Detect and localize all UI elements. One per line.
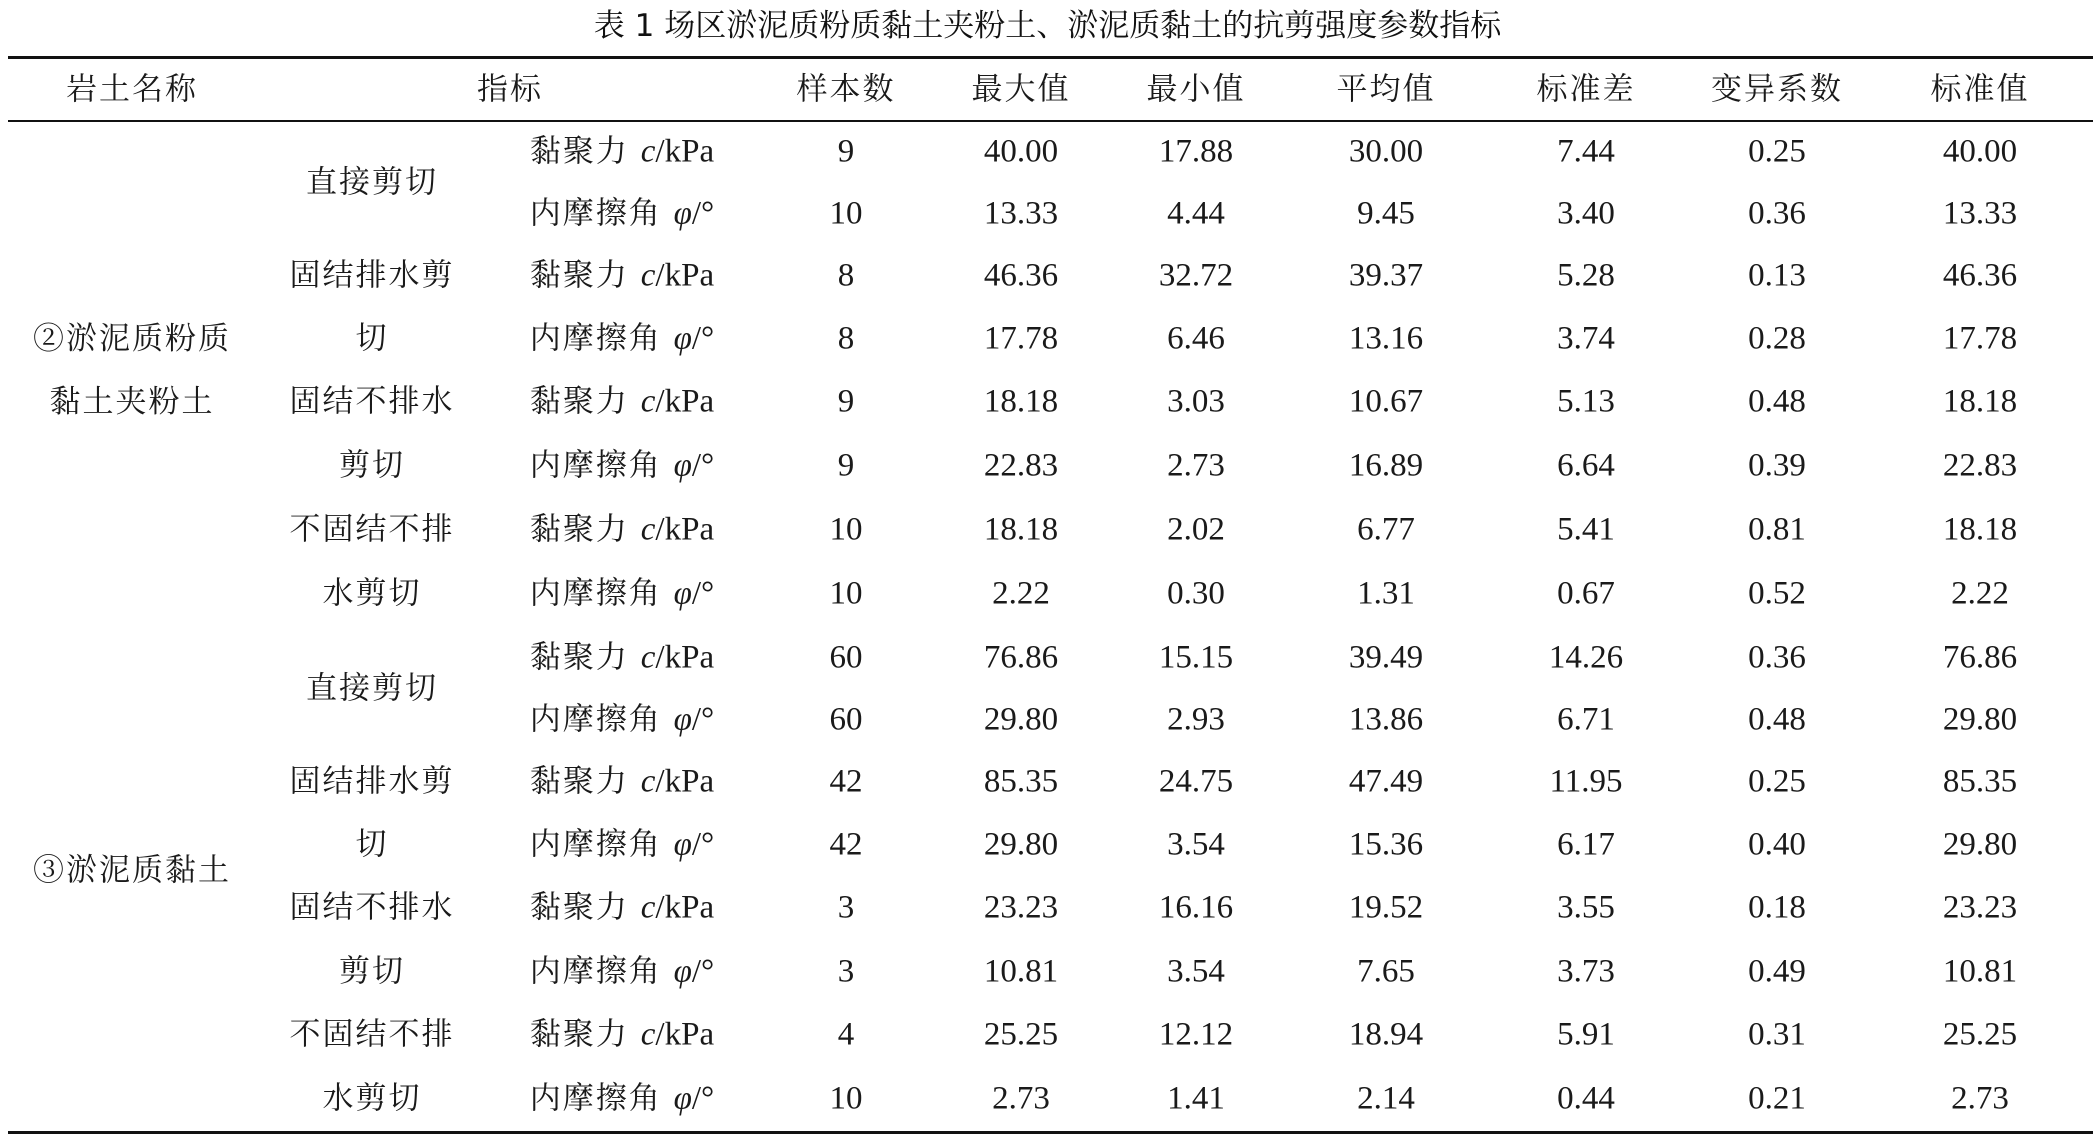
std-value: 0.67 [1557,575,1615,612]
header-rule [8,120,2093,122]
sample-count: 60 [829,639,863,676]
standard-value: 46.36 [1942,257,2018,294]
sample-count: 10 [829,195,863,232]
max-value: 76.86 [983,639,1059,676]
standard-value: 29.80 [1942,701,2018,738]
min-value: 3.03 [1167,383,1225,420]
header-min: 最小值 [1146,71,1246,108]
std-value: 6.17 [1557,826,1615,863]
soil-name-line: ③淤泥质黏土 [33,852,231,889]
test-type-label: 剪切 [339,953,405,990]
std-value: 14.26 [1548,639,1624,676]
indicator-name: 内摩擦角 [529,320,674,357]
indicator-symbol: c [640,511,656,548]
mean-value: 13.16 [1348,320,1424,357]
test-type-label: 剪切 [339,447,405,484]
sample-count: 42 [829,826,863,863]
std-value: 5.28 [1557,257,1615,294]
sample-count: 10 [829,575,863,612]
cv-value: 0.36 [1748,639,1806,676]
min-value: 24.75 [1158,763,1234,800]
min-value: 12.12 [1158,1016,1234,1053]
indicator-unit: /° [691,447,715,484]
cv-value: 0.81 [1748,511,1806,548]
indicator-unit: /° [691,953,715,990]
indicator-symbol: φ [673,826,692,863]
indicator-symbol: c [640,383,656,420]
indicator-friction-angle [529,195,715,232]
soil-name-line: ②淤泥质粉质 [33,320,231,357]
indicator-symbol: φ [673,701,692,738]
sample-count: 10 [829,1080,863,1117]
cv-value: 0.31 [1748,1016,1806,1053]
min-value: 2.93 [1167,701,1225,738]
max-value: 22.83 [983,447,1059,484]
cv-value: 0.18 [1748,889,1806,926]
indicator-cohesion [529,133,715,170]
test-type-label: 水剪切 [322,575,422,612]
test-type-label: 切 [355,826,389,863]
sample-count: 9 [837,447,855,484]
standard-value: 17.78 [1942,320,2018,357]
indicator-name: 内摩擦角 [529,701,674,738]
indicator-unit: /kPa [655,511,715,548]
indicator-name: 内摩擦角 [529,447,674,484]
mean-value: 7.65 [1357,953,1415,990]
standard-value: 18.18 [1942,511,2018,548]
indicator-cohesion [529,1016,715,1053]
indicator-cohesion [529,257,715,294]
test-type-label: 固结排水剪 [289,257,455,294]
indicator-name: 黏聚力 [529,1016,641,1053]
header-indicator: 指标 [477,71,543,108]
max-value: 40.00 [983,133,1059,170]
indicator-unit: /kPa [655,889,715,926]
indicator-friction-angle [529,701,715,738]
std-value: 11.95 [1549,763,1623,800]
sample-count: 8 [837,320,855,357]
indicator-name: 内摩擦角 [529,575,674,612]
indicator-friction-angle [529,575,715,612]
header-sample-count: 样本数 [796,71,896,108]
max-value: 10.81 [983,953,1059,990]
sample-count: 42 [829,763,863,800]
cv-value: 0.49 [1748,953,1806,990]
indicator-name: 内摩擦角 [529,953,674,990]
sample-count: 60 [829,701,863,738]
min-value: 2.02 [1167,511,1225,548]
indicator-name: 黏聚力 [529,763,641,800]
mean-value: 2.14 [1357,1080,1415,1117]
sample-count: 10 [829,511,863,548]
indicator-unit: /° [691,195,715,232]
min-value: 17.88 [1158,133,1234,170]
soil-name-cell [33,308,231,434]
indicator-symbol: φ [673,320,692,357]
cv-value: 0.48 [1748,383,1806,420]
indicator-name: 黏聚力 [529,383,641,420]
sample-count: 4 [837,1016,855,1053]
min-value: 16.16 [1158,889,1234,926]
cv-value: 0.48 [1748,701,1806,738]
test-type-label: 水剪切 [322,1080,422,1117]
indicator-name: 内摩擦角 [529,1080,674,1117]
max-value: 13.33 [983,195,1059,232]
indicator-unit: /kPa [655,257,715,294]
indicator-symbol: φ [673,953,692,990]
min-value: 32.72 [1158,257,1234,294]
min-value: 1.41 [1167,1080,1225,1117]
cv-value: 0.28 [1748,320,1806,357]
indicator-friction-angle [529,826,715,863]
max-value: 17.78 [983,320,1059,357]
min-value: 15.15 [1158,639,1234,676]
indicator-name: 黏聚力 [529,133,641,170]
standard-value: 40.00 [1942,133,2018,170]
header-std: 标准差 [1536,71,1636,108]
min-value: 3.54 [1167,826,1225,863]
indicator-symbol: c [640,1016,656,1053]
indicator-symbol: φ [673,195,692,232]
cv-value: 0.13 [1748,257,1806,294]
cv-value: 0.25 [1748,133,1806,170]
indicator-symbol: c [640,763,656,800]
indicator-symbol: φ [673,1080,692,1117]
std-value: 5.13 [1557,383,1615,420]
cv-value: 0.36 [1748,195,1806,232]
indicator-name: 黏聚力 [529,639,641,676]
mean-value: 18.94 [1348,1016,1424,1053]
max-value: 2.73 [992,1080,1050,1117]
mean-value: 19.52 [1348,889,1424,926]
header-mean: 平均值 [1336,71,1436,108]
indicator-symbol: φ [673,447,692,484]
max-value: 25.25 [983,1016,1059,1053]
test-type-label: 不固结不排 [289,1016,455,1053]
indicator-name: 黏聚力 [529,511,641,548]
std-value: 3.73 [1557,953,1615,990]
standard-value: 2.73 [1951,1080,2009,1117]
indicator-name: 黏聚力 [529,257,641,294]
mean-value: 9.45 [1357,195,1415,232]
min-value: 4.44 [1167,195,1225,232]
indicator-unit: /° [691,701,715,738]
indicator-symbol: c [640,889,656,926]
indicator-unit: /kPa [655,1016,715,1053]
cv-value: 0.52 [1748,575,1806,612]
max-value: 23.23 [983,889,1059,926]
indicator-unit: /kPa [655,639,715,676]
std-value: 0.44 [1557,1080,1615,1117]
mean-value: 10.67 [1348,383,1424,420]
cv-value: 0.21 [1748,1080,1806,1117]
indicator-symbol: c [640,257,656,294]
standard-value: 18.18 [1942,383,2018,420]
sample-count: 8 [837,257,855,294]
mean-value: 16.89 [1348,447,1424,484]
header-soil-name: 岩土名称 [66,71,198,108]
std-value: 6.71 [1557,701,1615,738]
mean-value: 1.31 [1357,575,1415,612]
sample-count: 3 [837,889,855,926]
indicator-cohesion [529,383,715,420]
indicator-cohesion [529,511,715,548]
mean-value: 15.36 [1348,826,1424,863]
max-value: 18.18 [983,383,1059,420]
indicator-name: 内摩擦角 [529,826,674,863]
std-value: 5.91 [1557,1016,1615,1053]
indicator-unit: /° [691,1080,715,1117]
cv-value: 0.39 [1748,447,1806,484]
standard-value: 10.81 [1942,953,2018,990]
test-type-label: 固结不排水 [289,383,455,420]
indicator-cohesion [529,763,715,800]
max-value: 18.18 [983,511,1059,548]
mean-value: 39.37 [1348,257,1424,294]
standard-value: 29.80 [1942,826,2018,863]
std-value: 3.74 [1557,320,1615,357]
indicator-symbol: c [640,133,656,170]
indicator-unit: /kPa [655,383,715,420]
max-value: 29.80 [983,701,1059,738]
standard-value: 85.35 [1942,763,2018,800]
indicator-name: 内摩擦角 [529,195,674,232]
mean-value: 39.49 [1348,639,1424,676]
indicator-unit: /° [691,320,715,357]
indicator-name: 黏聚力 [529,889,641,926]
min-value: 6.46 [1167,320,1225,357]
standard-value: 25.25 [1942,1016,2018,1053]
bottom-rule [8,1131,2093,1134]
sample-count: 9 [837,133,855,170]
max-value: 2.22 [992,575,1050,612]
table-caption: 表 1 场区淤泥质粉质黏土夹粉土、淤泥质黏土的抗剪强度参数指标 [593,8,1502,44]
header-cv: 变异系数 [1711,71,1843,108]
indicator-friction-angle [529,320,715,357]
standard-value: 23.23 [1942,889,2018,926]
test-type-label: 直接剪切 [306,164,438,201]
max-value: 46.36 [983,257,1059,294]
top-rule [8,56,2093,59]
indicator-friction-angle [529,447,715,484]
standard-value: 76.86 [1942,639,2018,676]
mean-value: 6.77 [1357,511,1415,548]
soil-name-cell [33,840,231,903]
min-value: 2.73 [1167,447,1225,484]
test-type-label: 固结排水剪 [289,763,455,800]
indicator-friction-angle [529,953,715,990]
indicator-unit: /kPa [655,133,715,170]
indicator-unit: /° [691,826,715,863]
cv-value: 0.40 [1748,826,1806,863]
standard-value: 13.33 [1942,195,2018,232]
indicator-unit: /kPa [655,763,715,800]
indicator-symbol: φ [673,575,692,612]
std-value: 7.44 [1557,133,1615,170]
std-value: 3.55 [1557,889,1615,926]
soil-name-line: 黏土夹粉土 [49,383,215,420]
sample-count: 3 [837,953,855,990]
indicator-symbol: c [640,639,656,676]
test-type-label: 切 [355,320,389,357]
std-value: 6.64 [1557,447,1615,484]
standard-value: 2.22 [1951,575,2009,612]
test-type-label: 不固结不排 [289,511,455,548]
header-standard-value: 标准值 [1930,71,2030,108]
mean-value: 13.86 [1348,701,1424,738]
header-max: 最大值 [971,71,1071,108]
indicator-cohesion [529,889,715,926]
max-value: 29.80 [983,826,1059,863]
sample-count: 9 [837,383,855,420]
std-value: 5.41 [1557,511,1615,548]
min-value: 0.30 [1167,575,1225,612]
max-value: 85.35 [983,763,1059,800]
mean-value: 47.49 [1348,763,1424,800]
mean-value: 30.00 [1348,133,1424,170]
cv-value: 0.25 [1748,763,1806,800]
min-value: 3.54 [1167,953,1225,990]
test-type-label: 直接剪切 [306,670,438,707]
std-value: 3.40 [1557,195,1615,232]
indicator-cohesion [529,639,715,676]
standard-value: 22.83 [1942,447,2018,484]
test-type-label: 固结不排水 [289,889,455,926]
indicator-unit: /° [691,575,715,612]
indicator-friction-angle [529,1080,715,1117]
